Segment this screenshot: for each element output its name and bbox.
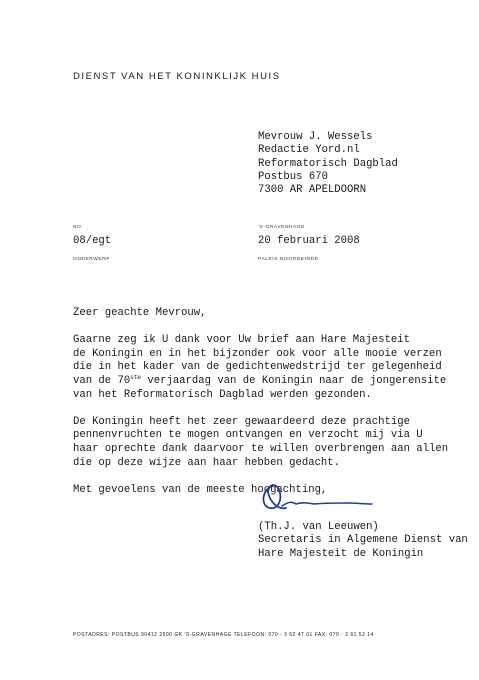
paragraph-2-line-2: pennenvruchten te mogen ontvangen en verzocht mij via U xyxy=(73,429,423,442)
signer-block xyxy=(258,521,468,561)
line-4-start: van de 70 xyxy=(73,374,131,387)
paragraph-1-line-5: van het Reformatorisch Dagblad werden gezonden. xyxy=(73,388,372,401)
recipient-organisation: Redactie Yord.nl xyxy=(258,144,360,157)
letter-date: 20 februari 2008 xyxy=(258,235,360,247)
letter-body xyxy=(73,307,448,497)
recipient-postbox: Postbus 670 xyxy=(258,170,328,183)
paragraph-2-line-1: De Koningin heeft het zeer gewaardeerd deze prachtige xyxy=(73,415,410,428)
line-4-end: verjaardag van de Koningin naar de jongerensite xyxy=(141,374,447,387)
paragraph-2-line-4: die op deze wijze aan haar hebben gedacht. xyxy=(73,456,341,469)
ordinal-suffix: ste xyxy=(130,373,142,381)
handwritten-signature xyxy=(256,480,376,516)
place-label: 'S-GRAVENHAGE xyxy=(258,225,306,230)
location-label: PALEIS NOORDEINDE xyxy=(258,257,319,262)
paragraph-2-line-3: haar oprechte dank daarvoor te willen overbrengen aan allen xyxy=(73,442,449,455)
recipient-newspaper: Reformatorisch Dagblad xyxy=(258,157,398,170)
signer-title-line-2: Hare Majesteit de Koningin xyxy=(258,547,424,560)
recipient-city: 7300 AR APELDOORN xyxy=(258,184,367,197)
reference-label: NO xyxy=(73,225,82,230)
closing: Met gevoelens van de meeste hoogachting, xyxy=(73,483,328,496)
paragraph-1-line-4 xyxy=(73,375,448,389)
salutation: Zeer geachte Mevrouw, xyxy=(73,307,207,319)
recipient-name: Mevrouw J. Wessels xyxy=(258,131,373,143)
paragraph-1-line-3: die in het kader van de gedichtenwedstrijd ter gelegenheid xyxy=(73,361,442,374)
signer-name: (Th.J. van Leeuwen) xyxy=(258,521,379,533)
paragraph-1-line-2: de Koningin en in het bijzonder ook voor alle mooie verzen xyxy=(73,347,442,360)
postal-address-footer: POSTADRES: POSTBUS 90412 2500 GK 'S-GRAVENHAGE TELEFOON: 070 - 3 62 47 01 FAX: 070 - 3 61 52 14 xyxy=(73,632,374,638)
letterhead: DIENST VAN HET KONINKLIJK HUIS xyxy=(73,71,281,82)
paragraph-1-line-1: Gaarne zeg ik U dank voor Uw brief aan Hare Majesteit xyxy=(73,334,410,347)
subject-label: ONDERWERP xyxy=(73,257,111,262)
signer-title-line-1: Secretaris in Algemene Dienst van xyxy=(258,534,468,547)
recipient-address xyxy=(258,131,398,197)
reference-number: 08/egt xyxy=(73,235,112,247)
